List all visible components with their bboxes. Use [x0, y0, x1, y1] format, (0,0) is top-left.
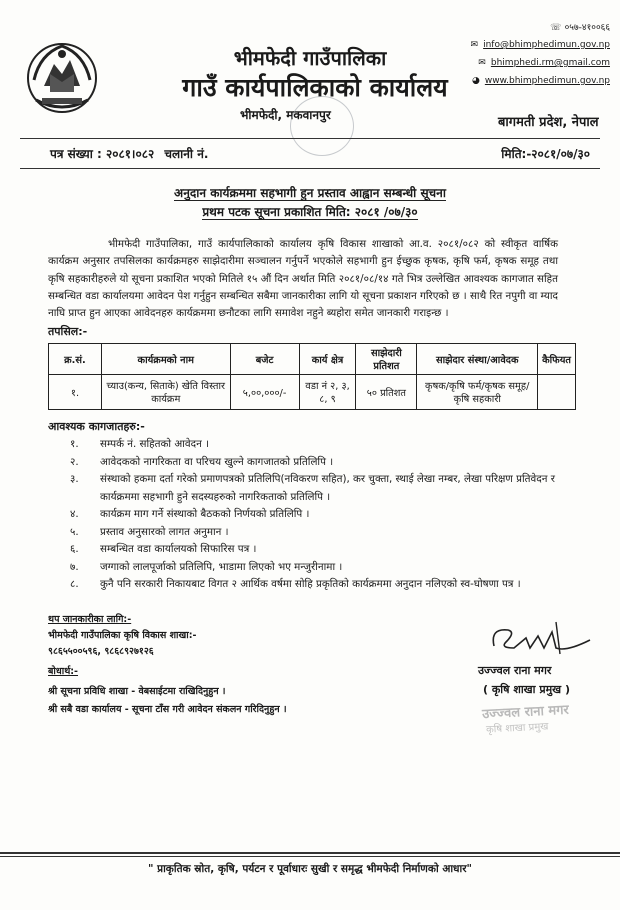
footer-rule-thin [0, 856, 620, 857]
header-rule [20, 138, 600, 139]
website-contact [470, 76, 610, 86]
table-cell: कृषक/कृषि फर्म/कृषक समूह/कृषि सहकारी [417, 375, 538, 410]
cc-line: श्री सबै वडा कार्यालय - सूचना टाँस गरी आवेदन संकलन गरिदिनुहुन । [48, 704, 287, 715]
org-name: भीमफेदी गाउँपालिका [233, 46, 387, 70]
list-item: ४. कार्यक्रम माग गर्ने संस्थाको बैठकको निर्णयको प्रतिलिपि । [70, 508, 310, 520]
cc-heading: बोधार्थ:- [48, 666, 79, 677]
email-icon: ✉ [470, 40, 478, 50]
table-header: बजेट [230, 344, 299, 375]
list-item: ७. जग्गाको लालपूर्जाको प्रतिलिपि, भाडामा लिएको भए मन्जुरीनामा । [70, 560, 343, 573]
subject-line-1: अनुदान कार्यक्रममा सहभागी हुन प्रस्ताव आह्वान सम्बन्धी सूचना [174, 186, 446, 200]
table-cell: ५,००,०००/- [230, 375, 299, 410]
details-heading: तपसिल:- [48, 325, 88, 338]
documents-heading: आवश्यक कागजातहरु:- [48, 420, 145, 433]
title-stamp: कृषि शाखा प्रमुख [485, 721, 549, 736]
footer-rule [0, 852, 620, 854]
phone-number: ०५७-४१००६६ [564, 23, 610, 33]
more-info-heading: थप जानकारीका लागि:- [48, 614, 132, 625]
table-cell: वडा नं २, ३, ८, ९ [299, 375, 356, 410]
table-cell: १. [49, 375, 102, 410]
province-name: बागमती प्रदेश, नेपाल [498, 115, 599, 130]
website-link[interactable]: www.bhimphedimun.gov.np [484, 76, 610, 86]
table-cell: ५० प्रतिशत [356, 375, 417, 410]
table-header: साझेदार संस्था/आवेदक [417, 344, 538, 375]
list-item: ३. संस्थाको हकमा दर्ता गरेको प्रमाणपत्रको प्रतिलिपि(नविकरण सहित), कर चुक्ता, स्थाई लेखा नम्बर, लेखा परिक्षण प्रतिवेदन र कार्यक्रममा सहभागी हुने सदस्यहरुको नागरिकताको प्रतिलिपि । [70, 473, 555, 503]
table-row [49, 375, 576, 410]
phone-contact [550, 20, 610, 33]
more-info-branch: भीमफेदी गाउँपालिका कृषि विकास शाखा:- [48, 630, 197, 641]
table-header: साझेदारी प्रतिशत [356, 344, 417, 375]
reference-rule [20, 168, 600, 169]
table-header-row [49, 344, 576, 375]
footer-motto: " प्राकृतिक स्रोत, कृषि, पर्यटन र पूर्वाधारः सुखी र समृद्ध भीमफेदी निर्माणको आधार" [147, 863, 472, 875]
cc-line: श्री सूचना प्रविधि शाखा - वेबसाईटमा राखिदिनुहुन । [48, 686, 226, 697]
email-link-2[interactable]: bhimphedi.rm@gmail.com [490, 58, 610, 68]
subject-line-2: प्रथम पटक सूचना प्रकाशित मिति: २०८१ /०७/३० [202, 205, 418, 219]
list-item: ८. कुनै पनि सरकारी निकायबाट विगत २ आर्थिक वर्षमा सोहि प्रकृतिको कार्यक्रममा अनुदान नलिएको स्व-घोषणा पत्र । [70, 578, 521, 590]
signature-icon [486, 618, 596, 662]
table-header: कैफियत [538, 344, 576, 375]
list-item: १. सम्पर्क नं. सहितको आवेदन । [70, 438, 209, 450]
list-item: ६. सम्बन्धित वडा कार्यालयको सिफारिस पत्र । [70, 543, 257, 555]
notice-body: भीमफेदी गाउँपालिका, गाउँ कार्यपालिकाको कार्यालय कृषि विकास शाखाको आ.व. २०८१/०८२ को स्वीकृत वार्षिक कार्यक्रम अनुसार तपसिलका कार्यक्रमहरु साझेदारीमा सञ्चालन गर्नुपर्ने भएकोले सहभागी हुन ईच्छुक कृषक, कृषि फर्म, कृषक समूह तथा कृषि सहकारीहरुले यो सूचना प्रकाशित भएको मितिले १५ औं दिन अर्थात मिति २०८१/०८/१४ गते भित्र उल्लेखित आवश्यक कागजात सहित सम्बन्धित वडा कार्यालयमा आवेदन पेश गर्नुहुन सम्बन्धित सबैमा जानकारीका लागि यो सूचना प्रकाशन गरिएको छ । साथै रित नपुगी वा म्याद नाघि प्राप्त हुन आएका आवेदनहरु कार्यक्रममा छनौटका लागि समावेश नहुने ब्यहोरा समेत जानकारी गराइन्छ । [48, 238, 558, 320]
globe-icon: ◕ [472, 76, 480, 86]
table-cell [538, 375, 576, 410]
signatory-title: ( कृषि शाखा प्रमुख ) [483, 683, 571, 696]
email-contact-2 [476, 58, 610, 68]
list-item: २. आवेदकको नागरिकता वा परिचय खुल्ने कागजातको प्रतिलिपि । [70, 455, 334, 468]
email-icon: ✉ [478, 58, 486, 68]
phone-icon: ☏ [550, 23, 562, 33]
table-header: क्र.सं. [49, 344, 102, 375]
signatory-name: उज्ज्वल राना मगर [478, 664, 552, 677]
list-item: ५. प्रस्ताव अनुसारको लागत अनुमान । [70, 525, 229, 538]
letter-date: मिति:-२०८१/०७/३० [501, 147, 590, 161]
table-header: कार्यक्रमको नाम [101, 344, 230, 375]
place-name: भीमफेदी, मकवानपुर [240, 108, 331, 122]
table-header: कार्य क्षेत्र [299, 344, 356, 375]
office-name: गाउँ कार्यपालिकाको कार्यालय [182, 73, 448, 102]
email-link-1[interactable]: info@bhimphedimun.gov.np [483, 40, 610, 50]
dispatch-number: चलानी नं. [164, 147, 209, 161]
reference-row [50, 145, 590, 162]
more-info-phones: ९८६५५००५९६, ९८६८९२७१२६ [48, 646, 154, 657]
email-contact-1 [468, 40, 610, 50]
documents-list [70, 436, 570, 594]
letter-number: पत्र संख्या : २०८१।०८२ [50, 147, 155, 161]
program-table [48, 343, 576, 410]
name-stamp: उज्ज्वल राना मगर [481, 702, 570, 723]
table-cell: च्याउ(कन्य, सिताके) खेति विस्तार कार्यक्रम [101, 375, 230, 410]
